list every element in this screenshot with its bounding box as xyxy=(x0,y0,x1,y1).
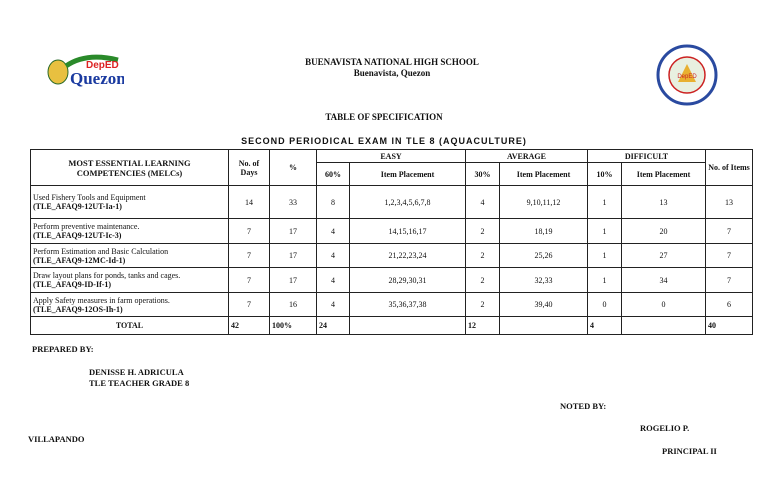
melc-cell xyxy=(31,186,229,219)
cell-pct: 17 xyxy=(270,244,317,268)
cell-avg: 2 xyxy=(466,219,500,244)
cell-total: 6 xyxy=(706,293,753,317)
svg-text:DepED: DepED xyxy=(677,74,697,80)
table-row xyxy=(31,293,753,317)
melc-code: (TLE_AFAQ9-12OS-Ih-1) xyxy=(33,304,123,314)
table-row xyxy=(31,268,753,293)
prepared-by-label: PREPARED BY: xyxy=(32,344,94,354)
melc-cell xyxy=(31,219,229,244)
cell-easy-items: 14,15,16,17 xyxy=(350,219,466,244)
cell-diff: 0 xyxy=(588,293,622,317)
header-days: No. of Days xyxy=(229,150,270,186)
cell-total: 13 xyxy=(706,186,753,219)
cell-avg-items: 32,33 xyxy=(500,268,588,293)
cell-diff-items: 13 xyxy=(622,186,706,219)
cell-easy-items: 21,22,23,24 xyxy=(350,244,466,268)
melc-cell xyxy=(31,244,229,268)
cell-diff-items: 0 xyxy=(622,293,706,317)
cell-avg: 2 xyxy=(466,268,500,293)
cell-easy-items: 35,36,37,38 xyxy=(350,293,466,317)
total-row xyxy=(31,317,753,335)
header-melc: MOST ESSENTIAL LEARNING COMPETENCIES (MELCs) xyxy=(31,150,229,186)
cell-days: 7 xyxy=(229,244,270,268)
total-easy-placement xyxy=(350,317,466,335)
noter-last-name: VILLAPANDO xyxy=(28,434,85,444)
cell-diff-items: 27 xyxy=(622,244,706,268)
total-avg-placement xyxy=(500,317,588,335)
melc-code: (TLE_AFAQ9-ID-If-1) xyxy=(33,280,112,289)
svg-text:Quezon: Quezon xyxy=(70,69,124,88)
cell-easy: 8 xyxy=(317,186,350,219)
cell-diff: 1 xyxy=(588,268,622,293)
cell-diff-items: 34 xyxy=(622,268,706,293)
melc-text: Perform Estimation and Basic Calculation xyxy=(33,246,169,256)
cell-easy: 4 xyxy=(317,293,350,317)
cell-days: 7 xyxy=(229,268,270,293)
total-items: 40 xyxy=(706,317,753,335)
cell-pct: 17 xyxy=(270,268,317,293)
preparer-role: TLE TEACHER GRADE 8 xyxy=(89,378,190,388)
melc-text: Apply Safety measures in farm operations. xyxy=(33,295,170,305)
cell-total: 7 xyxy=(706,244,753,268)
school-address: Buenavista, Quezon xyxy=(353,68,431,78)
table-row xyxy=(31,219,753,244)
cell-easy: 4 xyxy=(317,219,350,244)
melc-cell xyxy=(31,268,229,293)
header-avg-placement: Item Placement xyxy=(500,163,588,186)
cell-easy-items: 1,2,3,4,5,6,7,8 xyxy=(350,186,466,219)
cell-avg-items: 9,10,11,12 xyxy=(500,186,588,219)
cell-days: 7 xyxy=(229,219,270,244)
melc-text: Draw layout plans for ponds, tanks and cages. xyxy=(33,271,181,280)
total-easy: 24 xyxy=(317,317,350,335)
specification-table xyxy=(30,149,753,335)
melc-code: (TLE_AFAQ9-12MC-Id-1) xyxy=(33,255,126,265)
header-difficult: DIFFICULT xyxy=(588,150,706,163)
cell-pct: 17 xyxy=(270,219,317,244)
cell-diff: 1 xyxy=(588,186,622,219)
cell-diff-items: 20 xyxy=(622,219,706,244)
table-row xyxy=(31,186,753,219)
melc-code: (TLE_AFAQ9-12UT-Ic-3) xyxy=(33,231,122,240)
header-diff-placement: Item Placement xyxy=(622,163,706,186)
cell-total: 7 xyxy=(706,219,753,244)
total-diff-placement xyxy=(622,317,706,335)
school-name: BUENAVISTA NATIONAL HIGH SCHOOL xyxy=(305,57,479,67)
header-diff-pct: 10% xyxy=(588,163,622,186)
cell-days: 14 xyxy=(229,186,270,219)
total-avg: 12 xyxy=(466,317,500,335)
cell-avg-items: 18,19 xyxy=(500,219,588,244)
cell-avg-items: 39,40 xyxy=(500,293,588,317)
noter-role: PRINCIPAL II xyxy=(662,446,717,456)
header-percent: % xyxy=(270,150,317,186)
header-easy-pct: 60% xyxy=(317,163,350,186)
cell-diff: 1 xyxy=(588,244,622,268)
svg-text:DepED: DepED xyxy=(86,60,119,71)
cell-pct: 33 xyxy=(270,186,317,219)
header-avg-pct: 30% xyxy=(466,163,500,186)
header-items: No. of Items xyxy=(706,150,753,186)
cell-diff: 1 xyxy=(588,219,622,244)
cell-avg: 2 xyxy=(466,293,500,317)
noted-by-label: NOTED BY: xyxy=(560,401,607,411)
cell-easy: 4 xyxy=(317,244,350,268)
document-title: TABLE OF SPECIFICATION xyxy=(325,112,443,122)
cell-avg: 2 xyxy=(466,244,500,268)
melc-text: Perform preventive maintenance. xyxy=(33,222,140,231)
document-subtitle: SECOND PERIODICAL EXAM IN TLE 8 (AQUACULTURE) xyxy=(241,136,527,146)
preparer-name: DENISSE H. ADRICULA xyxy=(89,367,184,377)
melc-cell xyxy=(31,293,229,317)
cell-avg: 4 xyxy=(466,186,500,219)
cell-pct: 16 xyxy=(270,293,317,317)
cell-days: 7 xyxy=(229,293,270,317)
header-easy-placement: Item Placement xyxy=(350,163,466,186)
table-row xyxy=(31,244,753,268)
header-average: AVERAGE xyxy=(466,150,588,163)
melc-code: (TLE_AFAQ9-12UT-Ia-1) xyxy=(33,202,122,211)
cell-avg-items: 25,26 xyxy=(500,244,588,268)
header-easy: EASY xyxy=(317,150,466,163)
cell-easy: 4 xyxy=(317,268,350,293)
melc-text: Used Fishery Tools and Equipment xyxy=(33,193,146,202)
total-diff: 4 xyxy=(588,317,622,335)
cell-easy-items: 28,29,30,31 xyxy=(350,268,466,293)
total-label: TOTAL xyxy=(31,317,229,335)
noter-first-name: ROGELIO P. xyxy=(640,423,690,433)
cell-total: 7 xyxy=(706,268,753,293)
total-pct: 100% xyxy=(270,317,317,335)
total-days: 42 xyxy=(229,317,270,335)
